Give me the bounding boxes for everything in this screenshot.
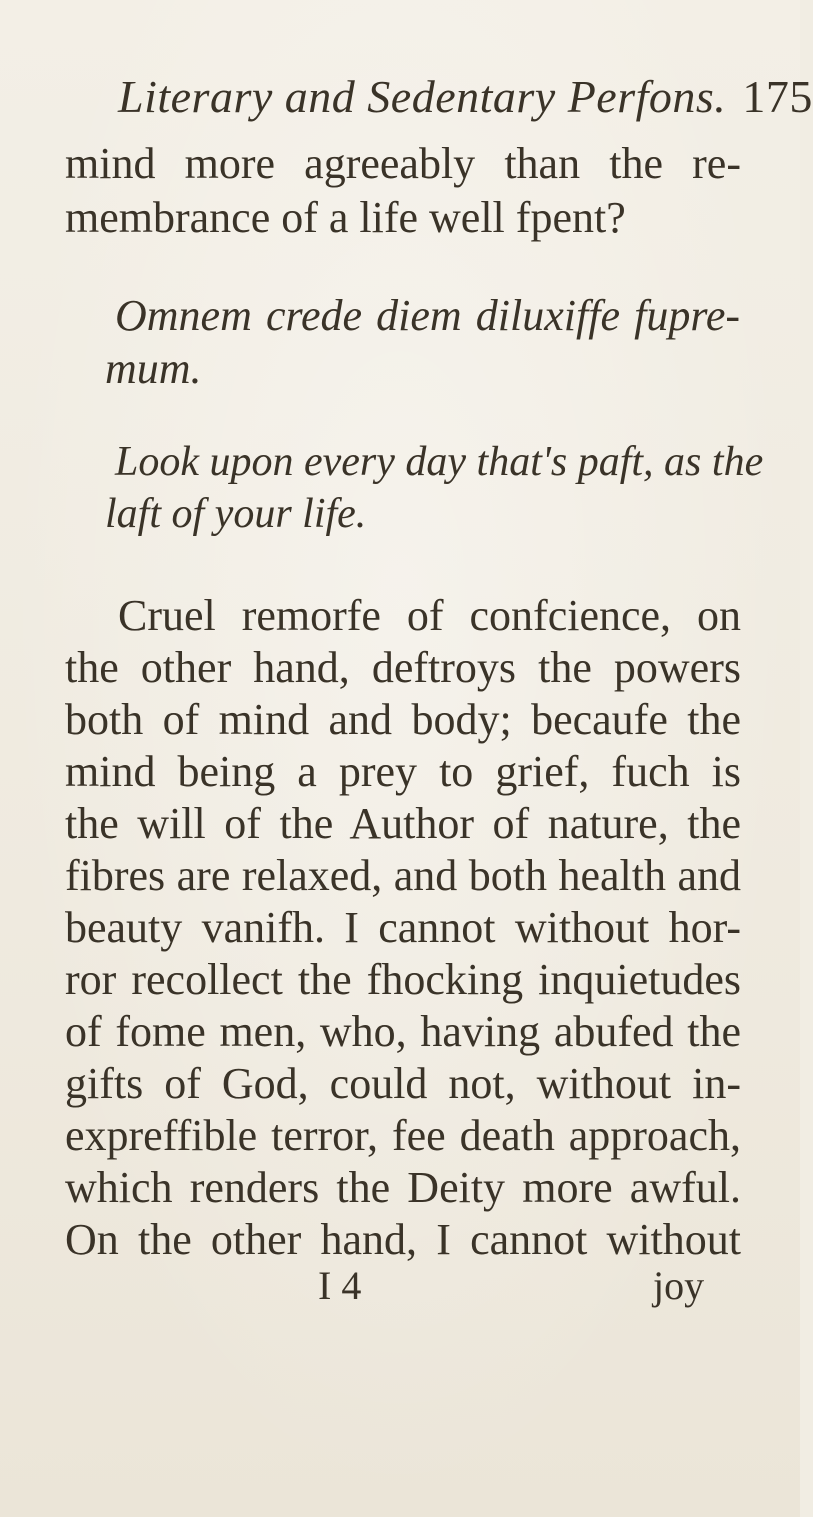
text-line: both of mind and body; becaufe the [65, 695, 741, 744]
text-line: Cruel remorfe of confcience, on [118, 591, 741, 640]
translation-line: Look upon every day that's paft, as the [115, 439, 764, 485]
text-line: mind being a prey to grief, fuch is [65, 747, 741, 796]
signature-mark: I 4 [318, 1263, 362, 1308]
translation-line: laft of your life. [105, 491, 367, 537]
text-line: of fome men, who, having abufed the [65, 1007, 741, 1056]
text-line: mind more agreeably than the re- [65, 139, 741, 188]
running-head [118, 70, 813, 123]
text-line: the other hand, deftroys the powers [65, 643, 741, 692]
catchword: joy [653, 1263, 705, 1308]
text-line: membrance of a life well fpent? [65, 193, 626, 242]
text-line: which renders the Deity more awful. [65, 1163, 741, 1212]
text-line: the will of the Author of nature, the [65, 799, 741, 848]
text-line: beauty vanifh. I cannot without hor- [65, 903, 741, 952]
page-number: 175 [742, 71, 813, 122]
text-line: expreffible terror, fee death approach, [65, 1111, 741, 1160]
text-line: gifts of God, could not, without in- [65, 1059, 741, 1108]
latin-quote-line: Omnem crede diem diluxiffe fupre- [115, 291, 740, 340]
text-line: fibres are relaxed, and both health and [65, 851, 741, 900]
latin-quote-line: mum. [105, 344, 202, 393]
running-head-title: Literary and Sedentary Perfons. [118, 71, 727, 122]
text-line: ror recollect the fhocking inquietudes [65, 955, 741, 1004]
text-line: On the other hand, I cannot without [65, 1215, 741, 1264]
